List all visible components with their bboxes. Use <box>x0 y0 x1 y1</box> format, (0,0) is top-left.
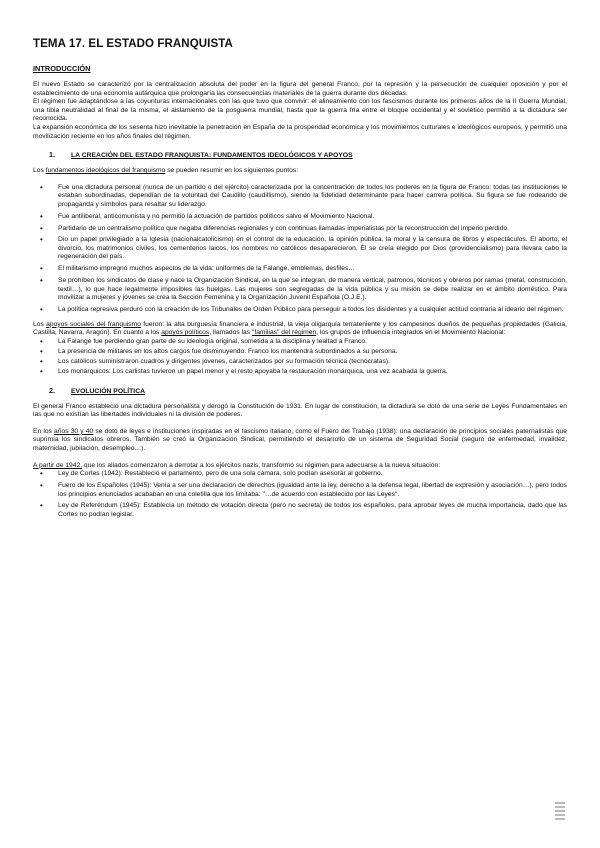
a-partir-1942-link: A partir de 1942, <box>33 461 83 469</box>
list-item: • El militarismo impregnó muchos aspectos de la vida: uniformes de la Falange, emblemas, desfiles… <box>33 265 567 274</box>
familias-link: "familias" del régimen <box>251 329 317 337</box>
intro-paragraph-3: La expansión económica de los sesenta hizo inevitable la penetración en España de la prosperidad económica y los movimientos culturales e ideológicos europeos, y permitió una movilización reciente en los años finales del régimen. <box>33 123 567 140</box>
intro-heading: INTRODUCCIÓN <box>33 64 91 73</box>
evolucion-paragraph-1: El general Franco estableció una dictadura personalista y derogó la Constitución de 1931. En lugar de constitución, la dictadura se dotó de una serie de Leyes Fundamentales en las que no existían las libertades individuales ni la división de poderes. <box>33 402 567 419</box>
section-1-number: 1. <box>49 150 55 160</box>
list-item: • Fue una dictadura personal (nunca de un partido o del ejército) caracterizada por la concentración de todos los poderes en la figura de Franco: todas las instituciones le estaban subordinadas, dependían de la voluntad del Caudillo (caudillismo), siendo la fidelidad determinante para hacer carrera política. Su figura se fue rodeando de propaganda y símbolos para resaltar su liderazgo. <box>33 184 567 210</box>
section-2-number: 2. <box>49 385 55 395</box>
apoyos-sociales-link: apoyos sociales del franquismo <box>46 320 141 328</box>
list-item: • Los monárquicos: Los carlistas tuvieron un papel menor y el resto apoyaba la restauración monárquica, una vez acabada la guerra. <box>33 368 567 377</box>
intro-paragraph-2: El régimen fue adaptándose a las coyunturas internacionales con las que tuvo que convivir: el alineamiento con los fascismos durante los primeros años de la II Guerra Mundial, una tibia neutralidad al final de la misma, el aislamiento de la posguerra mundial, hasta que la guerra fría entre el bloque occidental y el soviético permitió a la dictadura ser reconocida. <box>33 98 567 123</box>
evolucion-paragraph-3: A partir de 1942, que los aliados comenzaron a derrotar a los ejércitos nazis, transformó su régimen para adecuarse a la nueva situación: <box>33 461 441 469</box>
list-item: • Dio un papel privilegiado a la Iglesia (nacionalcatolicismo) en el control de la educación, la opinión pública, la moral y la censura de libros y espectáculos. El aborto, el divorcio, los matrimonios civiles, los cementerios laicos, los nombres no católicos desaparecieron. Él se creía elegido por Dios (providencialismo) para llevara cabo la regeneración del país. <box>33 236 567 262</box>
list-item: • Partidario de un centralismo político que negaba diferencias regionales y con continuas llamadas imperialistas por la reconstrucción del imperio perdido. <box>33 225 567 234</box>
leyes-list <box>33 470 567 519</box>
list-item: • Fuero de los Españoles (1945): Venía a ser una declaración de derechos (igualdad ante la ley, derecho a la defensa legal, libertad de expresión y asociación…), pero todos los principios enunciados acababan en una coletilla que los limitaba: "…de acuerdo con establecido por las Leyes". <box>33 482 567 499</box>
fundamentos-link: fundamentos ideológicos del franquismo <box>45 167 166 175</box>
section-2-title: EVOLUCIÓN POLÍTICA <box>71 387 146 395</box>
document-page <box>33 38 567 526</box>
document-title: TEMA 17. EL ESTADO FRANQUISTA <box>33 38 233 50</box>
fundamentos-list <box>33 184 567 315</box>
list-item: • Fue antiliberal, anticomunista y no permitió la actuación de partidos políticos salvo el Movimiento Nacional. <box>33 213 567 222</box>
apoyos-politicos-link: apoyos políticos <box>161 329 210 337</box>
list-item: • Ley de Cortes (1942): Restableció el parlamento, pero de una sola cámara, solo podían asesorar al gobierno. <box>33 470 567 479</box>
section-1-heading <box>49 150 567 159</box>
section-1-title: LA CREACIÓN DEL ESTADO FRANQUISTA: FUNDAMENTOS IDEOLÓGICOS Y APOYOS <box>71 152 353 160</box>
list-item: • La política represiva perduró con la creación de los Tribunales de Orden Público para perseguir a todos los disidentes y a cualquier actitud contraria al ideario del régimen. <box>33 306 567 315</box>
apoyos-paragraph: Los apoyos sociales del franquismo fueron: la alta burguesía financiera e industrial, la vieja oligarquía terrateniente y los campesinos dueños de pequeñas propiedades (Galicia, Castilla, Navarra, Aragón). En cuanto a los apoyos políticos, llamados las "familias" del régimen, los grupos de influencia integrados en el Movimiento Nacional: <box>33 320 567 337</box>
section-2-heading <box>49 386 567 395</box>
page-menu-icon[interactable] <box>555 802 565 822</box>
list-item: • La Falange fue perdiendo gran parte de su ideología original, sometida a la disciplina y lealtad a Franco. <box>33 338 567 347</box>
list-item: • Ley de Referéndum (1945): Establecía un método de votación directa (pero no secreta) de todos los españoles, para aprobar leyes de mucha importancia, dado que las Cortes no podían legislar. <box>33 502 567 519</box>
fundamentos-lead: Los fundamentos ideológicos del franquismo se pueden resumir en los siguientes puntos: <box>33 167 299 175</box>
list-item: • Se prohíben los sindicatos de clase y nace la Organización Sindical, en la que se integran, de manera vertical, patronos, técnicos y obreros por ramas (metal, construcción, textil…), lo que hace legalmente imposibles las huelgas. Las mujeres son segregadas de la vida pública y su misión se debe realizar en el ámbito doméstico. Para movilizar a mujeres y jóvenes se crea la Sección Femenina y la Organización Juvenil Española (O.J.E.). <box>33 277 567 303</box>
list-item: • La presencia de militares en los altos cargos fue disminuyendo. Franco los mantendrá subordinados a su persona. <box>33 348 567 357</box>
list-item: • Los católicos suministraron cuadros y dirigentes jóvenes, caracterizados por su formación técnica (tecnócratas). <box>33 358 567 367</box>
familias-list <box>33 338 567 377</box>
anos-30-40-link: años 30 y 40 <box>54 427 94 435</box>
intro-paragraph-1: El nuevo Estado se caracterizó por la centralización absoluta del poder en la figura del general Franco, por la represión y la persecución de cualquier oposición y por el establecimiento de una economía autárquica que prolongaría las consecuencias materiales de la guerra durante dos décadas. <box>33 81 567 97</box>
evolucion-paragraph-2: En los años 30 y 40 se dotó de leyes e instituciones inspiradas en el fascismo italiano, como el Fuero del Trabajo (1938): una declaración de principios sociales paternalistas que suprimía los sindicatos obreros. También se creó la Organización Sindical, permitiendo el desarrollo de un sistema de Seguridad Social (seguro de enfermedad, invalidez, maternidad, jubilación, desempleo…). <box>33 427 567 453</box>
